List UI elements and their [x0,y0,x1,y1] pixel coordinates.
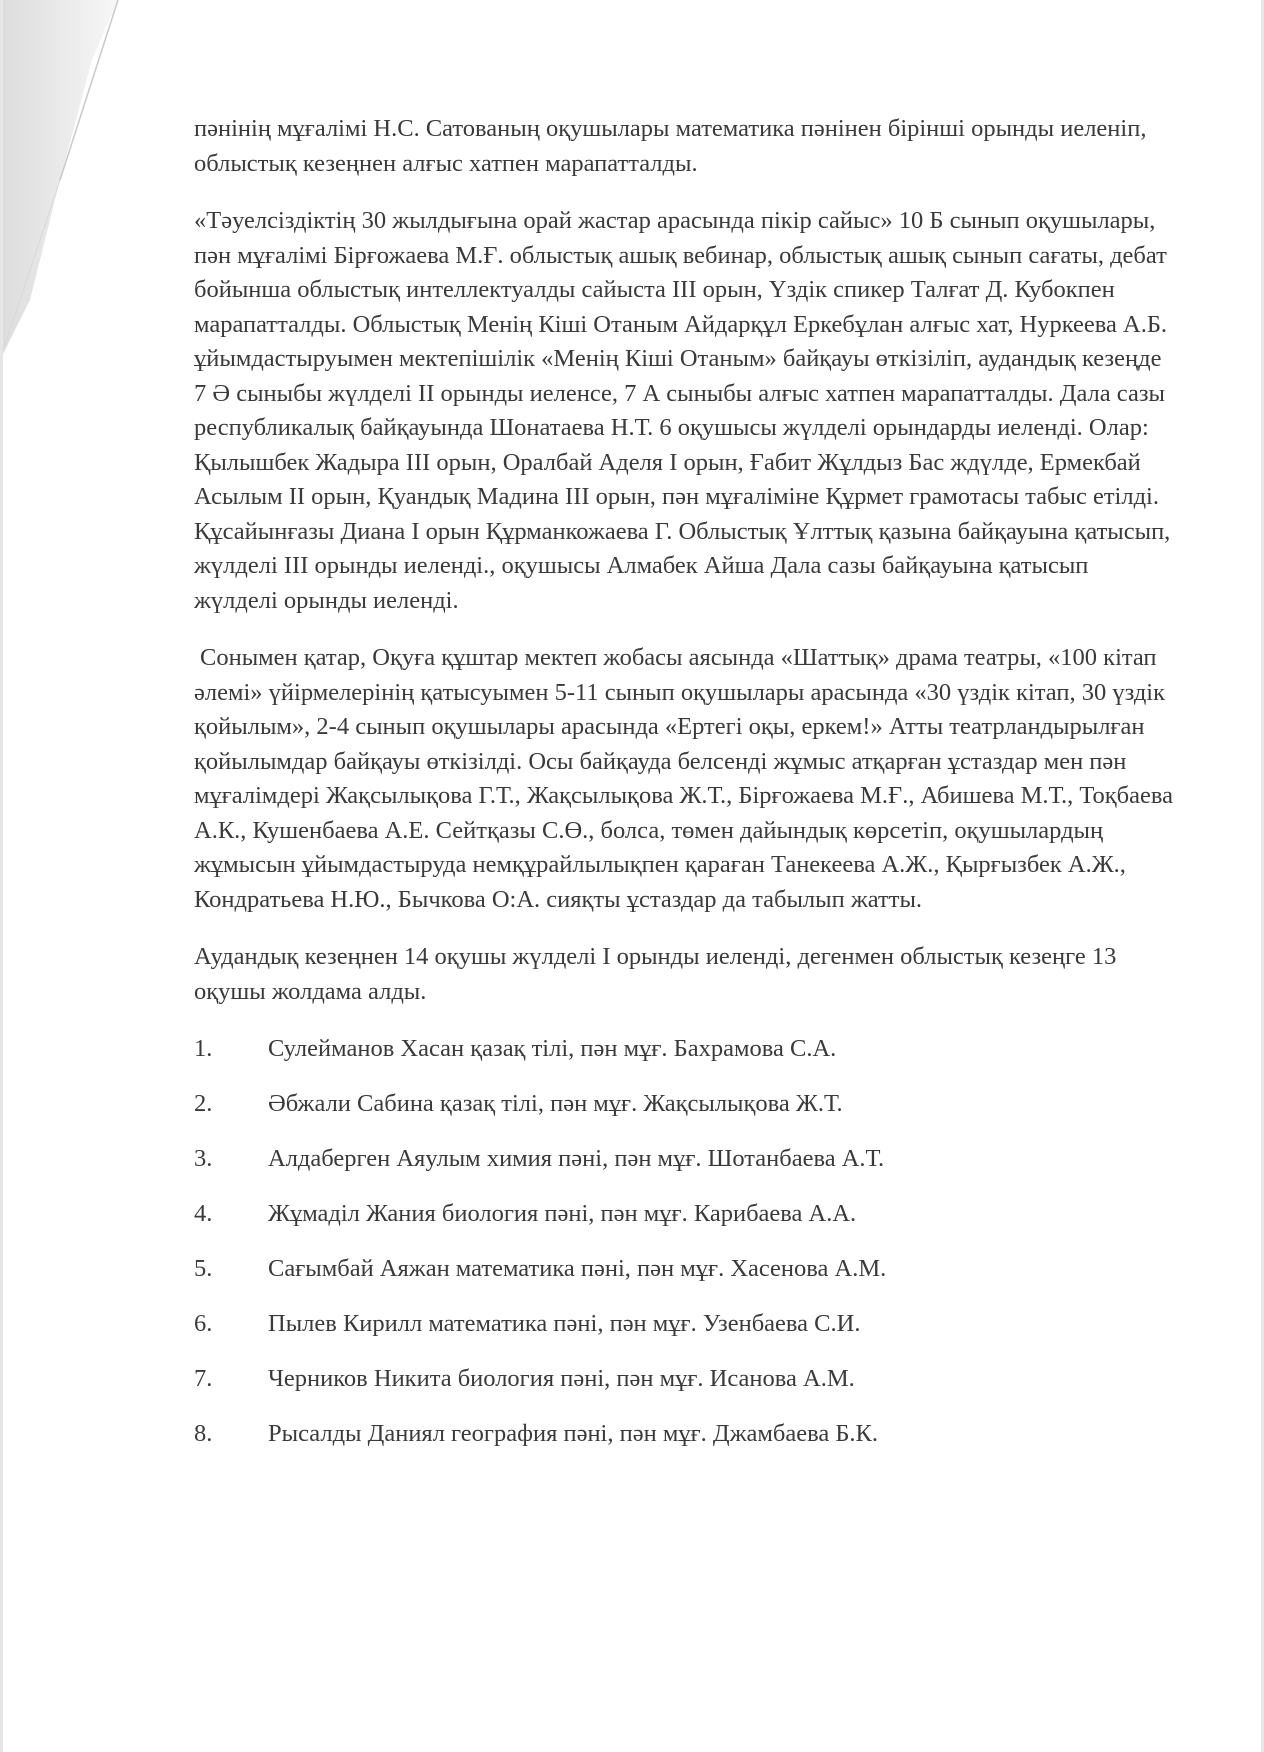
list-item-number: 7. [194,1365,213,1393]
paragraph-4: Аудандық кезеңнен 14 оқушы жүлделі I орынды иеленді, дегенмен облыстық кезеңге 13 оқушы жолдама алды. [194,943,1117,1005]
list-item-number: 2. [194,1090,213,1118]
list-item [194,1032,1174,1067]
paragraph-3: Сонымен қатар, Оқуға құштар мектеп жобасы аясында «Шаттық» драма театры, «100 кітап әлемі» үйірмелерінің қатысуымен 5-11 сынып оқушылары арасында «30 үздік кітап, 30 үздік қойылым», 2-4 сынып оқушылары арасында «Ертегі оқы, еркем!» Атты театрландырылған қойылымдар байқауы өткізілді. Осы байқауда белсенді жұмыс атқарған ұстаздар мен пән мұғалімдері Жақсылықова Г.Т., Жақсылықова Ж.Т., Бірғожаева М.Ғ., Абишева М.Т., Тоқбаева А.К., Кушенбаева А.Е. Сейтқазы С.Ө., болса, төмен дайындық көрсетіп, оқушылардың жұмысын ұйымдастыруда немқұрайлылықпен қараған Танекеева А.Ж., Қырғызбек А.Ж., Кондратьева Н.Ю., Бычкова О:А. сияқты ұстаздар да табылып жатты. [194,644,1174,913]
list-item [194,1197,1174,1232]
list-item-number: 5. [194,1255,213,1283]
list-item [194,1252,1174,1287]
list-item-text: Әбжали Сабина қазақ тілі, пән мұғ. Жақсылықова Ж.Т. [268,1090,843,1118]
list-item-text: Черников Никита биология пәні, пән мұғ. Исанова А.М. [268,1365,855,1393]
list-item-text: Рысалды Даниял география пәні, пән мұғ. Джамбаева Б.К. [268,1420,879,1448]
list-item-text: Пылев Кирилл математика пәні, пән мұғ. Узенбаева С.И. [268,1310,861,1338]
list-item-number: 6. [194,1310,213,1338]
list-item [194,1362,1174,1397]
list-item-text: Сулейманов Хасан қазақ тілі, пән мұғ. Бахрамова С.А. [268,1035,837,1063]
list-item-text: Сағымбай Аяжан математика пәні, пән мұғ. Хасенова А.М. [268,1255,887,1283]
document-page [194,112,1174,1472]
list-item-text: Жұмаділ Жания биология пәні, пән мұғ. Карибаева А.А. [268,1200,857,1228]
list-item-number: 1. [194,1035,213,1063]
list-item-number: 4. [194,1200,213,1228]
list-item [194,1142,1174,1177]
paragraph-2: «Тәуелсіздіктің 30 жылдығына орай жастар арасында пікір сайыс» 10 Б сынып оқушылары, пән мұғалімі Бірғожаева М.Ғ. облыстық ашық вебинар, облыстық ашық сынып сағаты, дебат бойынша облыстық интеллектуалды сайыста III орын, Үздік спикер Талғат Д. Кубокпен марапатталды. Облыстық Менің Кіші Отаным Айдарқұл Еркебұлан алғыс хат, Нуркеева А.Б. ұйымдастыруымен мектепішілік «Менің Кіші Отаным» байқауы өткізіліп, аудандық кезеңде 7 Ә сыныбы жүлделі II орынды иеленсе, 7 А сыныбы алғыс хатпен марапатталды. Дала сазы республикалық байқауында Шонатаева Н.Т. 6 оқушысы жүлделі орындарды иеленді. Олар: Қылышбек Жадыра III орын, Оралбай Аделя I орын, Ғабит Жұлдыз Бас ждүлде, Ермекбай Асылым II орын, Қуандық Мадина III орын, пән мұғаліміне Құрмет грамотасы табыс етілді. Құсайынғазы Диана I орын Құрманкожаева Г. Облыстық Ұлттық қазына байқауына қатысып, жүлделі III орынды иеленді., оқушысы Алмабек Айша Дала сазы байқауына қатысып жүлделі орынды иеленді. [194,207,1171,614]
list-item-number: 8. [194,1420,213,1448]
student-list [194,1032,1174,1452]
paragraph-1: пәнінің мұғалімі Н.С. Сатованың оқушылары математика пәнінен бірінші орынды иеленіп, облыстық кезеңнен алғыс хатпен марапатталды. [194,115,1147,177]
list-item-text: Алдаберген Аяулым химия пәні, пән мұғ. Шотанбаева А.Т. [268,1145,885,1173]
list-item [194,1087,1174,1122]
list-item [194,1417,1174,1452]
list-item [194,1307,1174,1342]
list-item-number: 3. [194,1145,213,1173]
